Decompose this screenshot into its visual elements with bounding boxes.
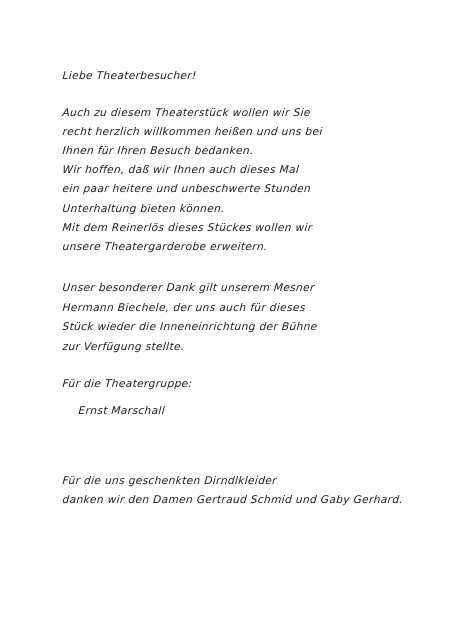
paragraph2-line-1: Unser besonderer Dank gilt unserem Mesner xyxy=(62,282,316,294)
paragraph1-line-5: ein paar heitere und unbeschwerte Stunden xyxy=(62,183,312,195)
paragraph1-line-6: Unterhaltung bieten können. xyxy=(62,203,226,215)
paragraph2-line-3: Stück wieder die Inneneinrichtung der Bühne xyxy=(62,321,318,333)
greeting: Liebe Theaterbesucher! xyxy=(62,70,197,82)
paragraph1-line-2: recht herzlich willkommen heißen und uns bei xyxy=(62,126,324,138)
paragraph1-line-8: unsere Theatergarderobe erweitern. xyxy=(62,241,269,253)
paragraph1-line-7: Mit dem Reinerlös dieses Stückes wollen wir xyxy=(62,222,313,234)
paragraph1-line-4: Wir hoffen, daß wir Ihnen auch dieses Mal xyxy=(62,164,300,176)
signature: Ernst Marschall xyxy=(78,405,166,417)
paragraph1-line-3: Ihnen für Ihren Besuch bedanken. xyxy=(62,145,255,157)
closing: Für die Theatergruppe: xyxy=(62,378,193,390)
postscript-line-2: danken wir den Damen Gertraud Schmid und Gaby Gerhard. xyxy=(62,494,404,506)
postscript-line-1: Für die uns geschenkten Dirndlkleider xyxy=(62,475,278,487)
paragraph2-line-2: Hermann Biechele, der uns auch für dieses xyxy=(62,302,306,314)
paragraph1-line-1: Auch zu diesem Theaterstück wollen wir Sie xyxy=(62,107,312,119)
paragraph2-line-4: zur Verfügung stellte. xyxy=(62,341,185,353)
